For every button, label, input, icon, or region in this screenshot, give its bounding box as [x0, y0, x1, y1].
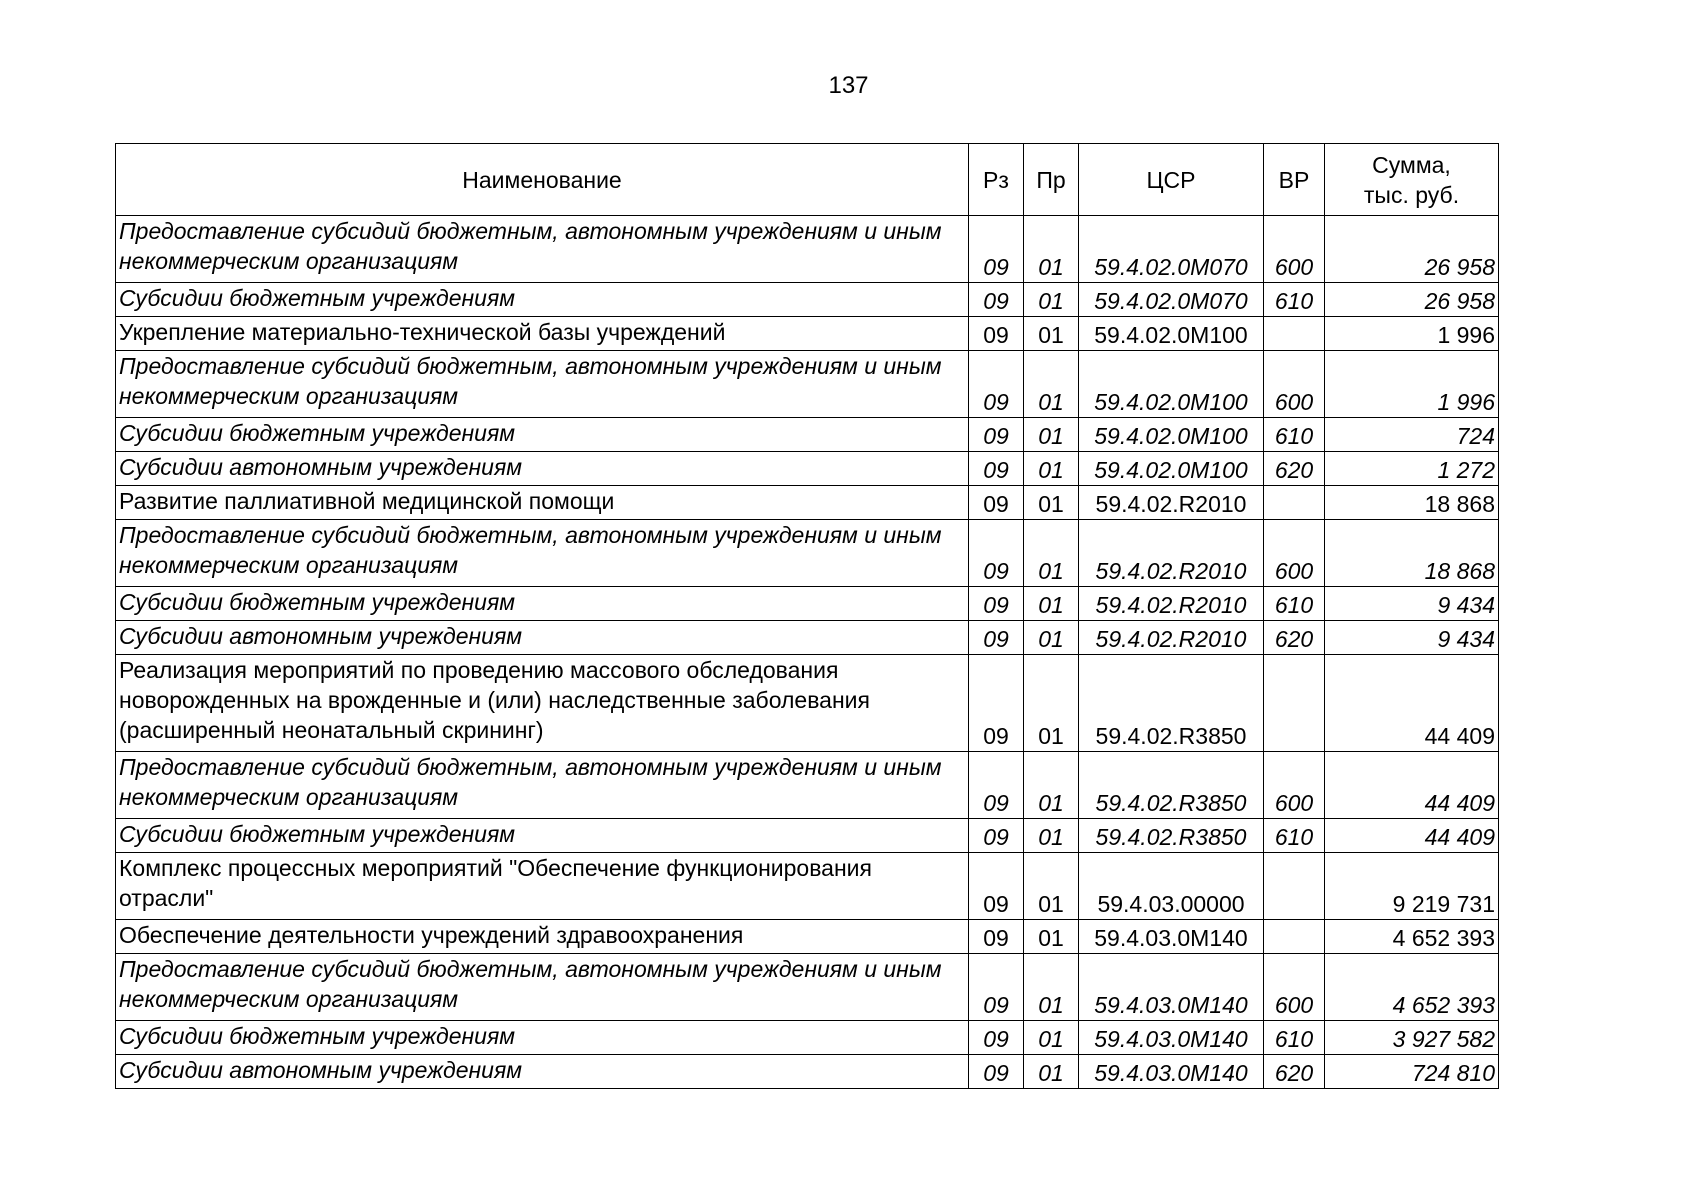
row-vr: 600	[1264, 954, 1325, 1021]
row-pr: 01	[1024, 920, 1079, 954]
table-row	[116, 351, 1499, 418]
row-pr: 01	[1024, 1021, 1079, 1055]
table-row	[116, 317, 1499, 351]
header-csr: ЦСР	[1079, 144, 1264, 216]
row-name: Предоставление субсидий бюджетным, автономным учреждениям и иным некоммерческим организациям	[116, 520, 969, 587]
row-vr	[1264, 920, 1325, 954]
row-csr: 59.4.03.0М140	[1079, 1055, 1264, 1089]
row-name: Субсидии бюджетным учреждениям	[116, 283, 969, 317]
row-rz: 09	[969, 520, 1024, 587]
table-row	[116, 752, 1499, 819]
row-rz: 09	[969, 486, 1024, 520]
table-row	[116, 520, 1499, 587]
row-csr: 59.4.03.0М140	[1079, 954, 1264, 1021]
row-vr: 610	[1264, 819, 1325, 853]
table-row	[116, 418, 1499, 452]
row-rz: 09	[969, 216, 1024, 283]
table-row	[116, 853, 1499, 920]
row-name: Предоставление субсидий бюджетным, автономным учреждениям и иным некоммерческим организациям	[116, 752, 969, 819]
row-pr: 01	[1024, 954, 1079, 1021]
row-vr: 610	[1264, 283, 1325, 317]
row-pr: 01	[1024, 853, 1079, 920]
row-sum: 1 996	[1325, 317, 1499, 351]
row-sum: 9 434	[1325, 587, 1499, 621]
row-vr	[1264, 853, 1325, 920]
row-vr: 610	[1264, 1021, 1325, 1055]
row-csr: 59.4.02.0М070	[1079, 283, 1264, 317]
row-vr: 600	[1264, 520, 1325, 587]
row-name: Реализация мероприятий по проведению массового обследования новорожденных на врожденные и (или) наследственные заболевания (расширенный неонатальный скрининг)	[116, 655, 969, 752]
row-vr	[1264, 655, 1325, 752]
row-rz: 09	[969, 819, 1024, 853]
row-vr: 610	[1264, 418, 1325, 452]
row-sum: 26 958	[1325, 283, 1499, 317]
row-pr: 01	[1024, 520, 1079, 587]
row-csr: 59.4.02.R2010	[1079, 520, 1264, 587]
row-pr: 01	[1024, 752, 1079, 819]
row-csr: 59.4.03.0М140	[1079, 920, 1264, 954]
row-vr	[1264, 486, 1325, 520]
row-name: Укрепление материально-технической базы учреждений	[116, 317, 969, 351]
row-vr: 610	[1264, 587, 1325, 621]
budget-table	[115, 143, 1499, 1089]
header-sum-line2: тыс. руб.	[1363, 181, 1460, 208]
row-sum: 18 868	[1325, 486, 1499, 520]
row-pr: 01	[1024, 452, 1079, 486]
row-name: Развитие паллиативной медицинской помощи	[116, 486, 969, 520]
row-sum: 44 409	[1325, 819, 1499, 853]
row-csr: 59.4.02.0М100	[1079, 351, 1264, 418]
table-row	[116, 283, 1499, 317]
row-name: Субсидии автономным учреждениям	[116, 621, 969, 655]
table-row	[116, 452, 1499, 486]
row-pr: 01	[1024, 587, 1079, 621]
row-name: Субсидии автономным учреждениям	[116, 452, 969, 486]
row-name: Субсидии бюджетным учреждениям	[116, 819, 969, 853]
row-rz: 09	[969, 587, 1024, 621]
table-row	[116, 920, 1499, 954]
row-rz: 09	[969, 1021, 1024, 1055]
row-sum: 3 927 582	[1325, 1021, 1499, 1055]
row-sum: 724	[1325, 418, 1499, 452]
table-row	[116, 1021, 1499, 1055]
row-vr: 600	[1264, 216, 1325, 283]
row-sum: 1 996	[1325, 351, 1499, 418]
header-pr: Пр	[1024, 144, 1079, 216]
row-rz: 09	[969, 752, 1024, 819]
row-rz: 09	[969, 452, 1024, 486]
row-csr: 59.4.02.R3850	[1079, 752, 1264, 819]
row-rz: 09	[969, 853, 1024, 920]
table-row	[116, 819, 1499, 853]
row-csr: 59.4.02.R3850	[1079, 819, 1264, 853]
table-row	[116, 1055, 1499, 1089]
table-row	[116, 954, 1499, 1021]
row-csr: 59.4.02.0М100	[1079, 317, 1264, 351]
row-name: Комплекс процессных мероприятий "Обеспечение функционирования отрасли"	[116, 853, 969, 920]
row-rz: 09	[969, 954, 1024, 1021]
header-rz: Рз	[969, 144, 1024, 216]
row-pr: 01	[1024, 621, 1079, 655]
row-rz: 09	[969, 283, 1024, 317]
row-sum: 4 652 393	[1325, 920, 1499, 954]
row-pr: 01	[1024, 216, 1079, 283]
row-sum: 4 652 393	[1325, 954, 1499, 1021]
row-sum: 18 868	[1325, 520, 1499, 587]
row-csr: 59.4.03.0М140	[1079, 1021, 1264, 1055]
row-pr: 01	[1024, 655, 1079, 752]
row-vr: 600	[1264, 351, 1325, 418]
row-sum: 9 219 731	[1325, 853, 1499, 920]
header-sum-line1: Сумма,	[1372, 151, 1451, 178]
row-name: Субсидии бюджетным учреждениям	[116, 587, 969, 621]
row-csr: 59.4.02.0М070	[1079, 216, 1264, 283]
row-csr: 59.4.02.0М100	[1079, 452, 1264, 486]
row-vr: 620	[1264, 621, 1325, 655]
row-vr	[1264, 317, 1325, 351]
row-name: Субсидии бюджетным учреждениям	[116, 1021, 969, 1055]
row-pr: 01	[1024, 819, 1079, 853]
row-name: Обеспечение деятельности учреждений здравоохранения	[116, 920, 969, 954]
row-name: Субсидии бюджетным учреждениям	[116, 418, 969, 452]
row-sum: 724 810	[1325, 1055, 1499, 1089]
row-rz: 09	[969, 655, 1024, 752]
row-pr: 01	[1024, 418, 1079, 452]
table-row	[116, 655, 1499, 752]
row-csr: 59.4.03.00000	[1079, 853, 1264, 920]
row-csr: 59.4.02.R3850	[1079, 655, 1264, 752]
row-rz: 09	[969, 317, 1024, 351]
row-rz: 09	[969, 920, 1024, 954]
row-csr: 59.4.02.R2010	[1079, 621, 1264, 655]
row-vr: 620	[1264, 1055, 1325, 1089]
row-csr: 59.4.02.R2010	[1079, 587, 1264, 621]
row-name: Предоставление субсидий бюджетным, автономным учреждениям и иным некоммерческим организациям	[116, 954, 969, 1021]
row-sum: 44 409	[1325, 752, 1499, 819]
row-rz: 09	[969, 418, 1024, 452]
table-row	[116, 587, 1499, 621]
page-number: 137	[828, 72, 869, 99]
row-sum: 9 434	[1325, 621, 1499, 655]
header-sum	[1325, 144, 1499, 216]
row-name: Предоставление субсидий бюджетным, автономным учреждениям и иным некоммерческим организациям	[116, 216, 969, 283]
row-pr: 01	[1024, 317, 1079, 351]
table-row	[116, 621, 1499, 655]
row-sum: 44 409	[1325, 655, 1499, 752]
header-row	[116, 144, 1499, 216]
row-name: Предоставление субсидий бюджетным, автономным учреждениям и иным некоммерческим организациям	[116, 351, 969, 418]
row-csr: 59.4.02.R2010	[1079, 486, 1264, 520]
row-rz: 09	[969, 351, 1024, 418]
table-row	[116, 486, 1499, 520]
row-vr: 620	[1264, 452, 1325, 486]
header-vr: ВР	[1264, 144, 1325, 216]
row-vr: 600	[1264, 752, 1325, 819]
row-sum: 26 958	[1325, 216, 1499, 283]
row-pr: 01	[1024, 351, 1079, 418]
row-pr: 01	[1024, 486, 1079, 520]
row-sum: 1 272	[1325, 452, 1499, 486]
row-csr: 59.4.02.0М100	[1079, 418, 1264, 452]
row-rz: 09	[969, 621, 1024, 655]
row-pr: 01	[1024, 1055, 1079, 1089]
table-row	[116, 216, 1499, 283]
header-name: Наименование	[116, 144, 969, 216]
row-rz: 09	[969, 1055, 1024, 1089]
row-name: Субсидии автономным учреждениям	[116, 1055, 969, 1089]
row-pr: 01	[1024, 283, 1079, 317]
